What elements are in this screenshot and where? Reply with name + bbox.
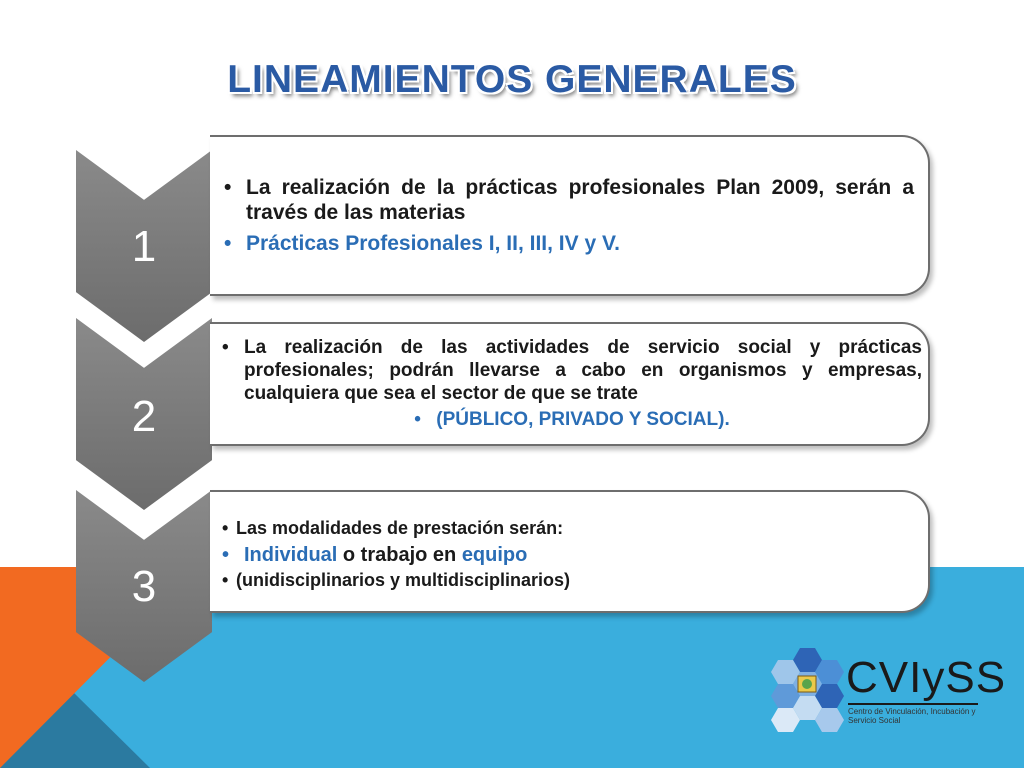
step-3-individual: Individual [244,544,338,566]
step-card-3 [210,490,930,613]
cviyss-logo [770,643,1007,738]
step-3-bullet-3: • (unidisciplinarios y multidisciplinarios) [222,568,916,592]
step-2-bullet-1: • La realización de las actividades de servicio social y prácticas profesionales; podrán llevarse a cabo en organismos y empresas, cualquiera que sea el sector de que se trate [222,336,922,405]
step-2-bullet-2-text: (PÚBLICO, PRIVADO Y SOCIAL). [436,409,730,430]
step-1-bullet-1: • La realización de la prácticas profesionales Plan 2009, serán a través de las materias [224,175,914,225]
step-3-bullet-1: • Las modalidades de prestación serán: [222,516,916,540]
step-number-3: 3 [131,562,157,611]
logo-subtitle-2: Servicio Social [848,716,901,725]
step-number-1: 1 [131,222,157,271]
step-3-list [222,516,916,592]
logo-underline [848,703,978,705]
step-number-2: 2 [131,392,157,441]
step-1-bullet-2: • Prácticas Profesionales I, II, III, IV y V. [224,231,914,256]
step-3-connector: o trabajo en [337,544,462,566]
step-3-bullet-2 [222,542,916,568]
page-title: LINEAMIENTOS GENERALES [227,58,797,101]
step-1-list [224,175,914,256]
step-card-1 [210,135,930,296]
step-3-equipo: equipo [461,544,528,566]
logo-name: CVIySS [846,653,1007,702]
step-2-list [222,336,922,431]
logo-subtitle-1: Centro de Vinculación, Incubación y [848,707,976,716]
step-card-2 [210,322,930,446]
step-2-bullet-2 [414,408,729,431]
